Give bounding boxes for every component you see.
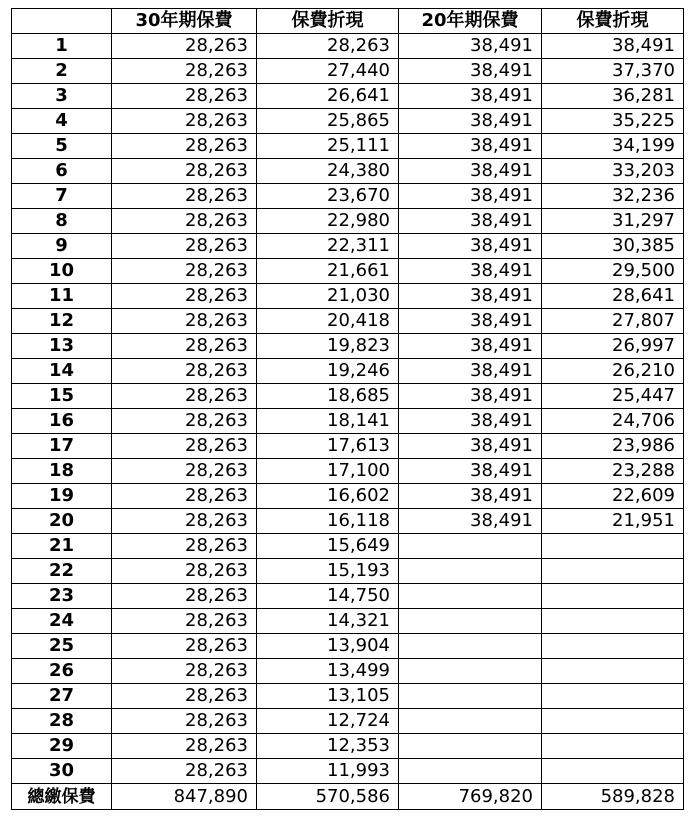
discounted-20yr-cell: 38,491 [542, 34, 684, 59]
table-row [12, 209, 684, 234]
year-cell: 30 [12, 759, 112, 784]
premium-30yr-cell: 28,263 [112, 609, 257, 634]
table-row [12, 184, 684, 209]
year-cell: 5 [12, 134, 112, 159]
discounted-30yr-cell: 11,993 [257, 759, 399, 784]
discounted-30yr-cell: 21,030 [257, 284, 399, 309]
premium-30yr-cell: 28,263 [112, 84, 257, 109]
premium-30yr-cell: 28,263 [112, 684, 257, 709]
premium-30yr-cell: 28,263 [112, 334, 257, 359]
premium-20yr-cell [399, 534, 542, 559]
premium-20yr-cell [399, 609, 542, 634]
table-footer [12, 784, 684, 810]
premium-30yr-cell: 28,263 [112, 134, 257, 159]
premium-30yr-cell: 28,263 [112, 359, 257, 384]
discounted-20yr-cell [542, 759, 684, 784]
discounted-30yr-cell: 21,661 [257, 259, 399, 284]
total-label: 總繳保費 [12, 784, 112, 810]
table-row [12, 759, 684, 784]
year-cell: 18 [12, 459, 112, 484]
premium-20yr-cell: 38,491 [399, 434, 542, 459]
premium-20yr-cell: 38,491 [399, 284, 542, 309]
premium-30yr-cell: 28,263 [112, 459, 257, 484]
table-row [12, 234, 684, 259]
total-20yr-premium: 769,820 [399, 784, 542, 810]
premium-20yr-cell [399, 684, 542, 709]
year-cell: 11 [12, 284, 112, 309]
premium-30yr-cell: 28,263 [112, 534, 257, 559]
table-row [12, 109, 684, 134]
premium-20yr-cell [399, 584, 542, 609]
discounted-20yr-cell: 24,706 [542, 409, 684, 434]
discounted-20yr-cell: 36,281 [542, 84, 684, 109]
discounted-20yr-cell [542, 534, 684, 559]
table-row [12, 59, 684, 84]
year-cell: 24 [12, 609, 112, 634]
discounted-20yr-cell: 21,951 [542, 509, 684, 534]
premium-30yr-cell: 28,263 [112, 209, 257, 234]
discounted-20yr-cell: 27,807 [542, 309, 684, 334]
premium-20yr-cell: 38,491 [399, 159, 542, 184]
year-cell: 14 [12, 359, 112, 384]
premium-30yr-cell: 28,263 [112, 309, 257, 334]
discounted-30yr-cell: 16,602 [257, 484, 399, 509]
table-row [12, 434, 684, 459]
table-row [12, 384, 684, 409]
discounted-20yr-cell: 34,199 [542, 134, 684, 159]
premium-20yr-cell [399, 659, 542, 684]
year-cell: 3 [12, 84, 112, 109]
table-row [12, 734, 684, 759]
discounted-20yr-cell: 37,370 [542, 59, 684, 84]
year-cell: 4 [12, 109, 112, 134]
discounted-30yr-cell: 20,418 [257, 309, 399, 334]
premium-20yr-cell: 38,491 [399, 409, 542, 434]
premium-30yr-cell: 28,263 [112, 34, 257, 59]
premium-20yr-cell: 38,491 [399, 309, 542, 334]
discounted-20yr-cell: 32,236 [542, 184, 684, 209]
year-cell: 9 [12, 234, 112, 259]
discounted-30yr-cell: 19,246 [257, 359, 399, 384]
premium-20yr-cell: 38,491 [399, 59, 542, 84]
table-row [12, 709, 684, 734]
premium-30yr-cell: 28,263 [112, 759, 257, 784]
premium-table-container [11, 8, 684, 810]
header-row [12, 9, 684, 34]
premium-30yr-cell: 28,263 [112, 259, 257, 284]
discounted-30yr-cell: 13,499 [257, 659, 399, 684]
table-row [12, 584, 684, 609]
discounted-20yr-cell: 23,986 [542, 434, 684, 459]
discounted-20yr-cell [542, 709, 684, 734]
header-30yr-premium: 30年期保費 [112, 9, 257, 34]
discounted-30yr-cell: 12,353 [257, 734, 399, 759]
year-cell: 29 [12, 734, 112, 759]
premium-20yr-cell [399, 759, 542, 784]
table-row [12, 359, 684, 384]
discounted-20yr-cell: 29,500 [542, 259, 684, 284]
table-row [12, 659, 684, 684]
year-cell: 6 [12, 159, 112, 184]
year-cell: 19 [12, 484, 112, 509]
discounted-30yr-cell: 14,321 [257, 609, 399, 634]
premium-30yr-cell: 28,263 [112, 709, 257, 734]
table-row [12, 609, 684, 634]
total-30yr-premium: 847,890 [112, 784, 257, 810]
total-row [12, 784, 684, 810]
premium-30yr-cell: 28,263 [112, 409, 257, 434]
discounted-30yr-cell: 14,750 [257, 584, 399, 609]
year-cell: 13 [12, 334, 112, 359]
table-row [12, 634, 684, 659]
discounted-20yr-cell: 22,609 [542, 484, 684, 509]
premium-30yr-cell: 28,263 [112, 184, 257, 209]
premium-30yr-cell: 28,263 [112, 734, 257, 759]
premium-20yr-cell: 38,491 [399, 259, 542, 284]
premium-20yr-cell: 38,491 [399, 334, 542, 359]
discounted-30yr-cell: 17,100 [257, 459, 399, 484]
year-cell: 25 [12, 634, 112, 659]
premium-discount-table [11, 8, 684, 810]
discounted-30yr-cell: 25,111 [257, 134, 399, 159]
premium-30yr-cell: 28,263 [112, 659, 257, 684]
discounted-30yr-cell: 12,724 [257, 709, 399, 734]
table-row [12, 259, 684, 284]
premium-30yr-cell: 28,263 [112, 509, 257, 534]
discounted-30yr-cell: 27,440 [257, 59, 399, 84]
header-20yr-premium: 20年期保費 [399, 9, 542, 34]
discounted-30yr-cell: 17,613 [257, 434, 399, 459]
premium-20yr-cell: 38,491 [399, 109, 542, 134]
table-row [12, 284, 684, 309]
premium-20yr-cell: 38,491 [399, 234, 542, 259]
total-30yr-discounted: 570,586 [257, 784, 399, 810]
year-cell: 2 [12, 59, 112, 84]
premium-20yr-cell [399, 734, 542, 759]
premium-20yr-cell: 38,491 [399, 384, 542, 409]
discounted-30yr-cell: 18,141 [257, 409, 399, 434]
discounted-20yr-cell: 33,203 [542, 159, 684, 184]
year-cell: 23 [12, 584, 112, 609]
premium-30yr-cell: 28,263 [112, 634, 257, 659]
premium-30yr-cell: 28,263 [112, 434, 257, 459]
table-row [12, 484, 684, 509]
premium-20yr-cell: 38,491 [399, 484, 542, 509]
discounted-20yr-cell: 25,447 [542, 384, 684, 409]
header-20yr-discounted: 保費折現 [542, 9, 684, 34]
table-row [12, 559, 684, 584]
premium-30yr-cell: 28,263 [112, 109, 257, 134]
discounted-20yr-cell: 26,210 [542, 359, 684, 384]
table-row [12, 334, 684, 359]
discounted-20yr-cell: 28,641 [542, 284, 684, 309]
premium-20yr-cell: 38,491 [399, 184, 542, 209]
premium-30yr-cell: 28,263 [112, 234, 257, 259]
premium-30yr-cell: 28,263 [112, 59, 257, 84]
discounted-30yr-cell: 16,118 [257, 509, 399, 534]
discounted-30yr-cell: 13,904 [257, 634, 399, 659]
premium-20yr-cell: 38,491 [399, 359, 542, 384]
discounted-30yr-cell: 24,380 [257, 159, 399, 184]
table-body [12, 34, 684, 784]
discounted-30yr-cell: 22,311 [257, 234, 399, 259]
discounted-20yr-cell [542, 659, 684, 684]
header-30yr-discounted: 保費折現 [257, 9, 399, 34]
year-cell: 8 [12, 209, 112, 234]
premium-20yr-cell: 38,491 [399, 209, 542, 234]
year-cell: 27 [12, 684, 112, 709]
year-cell: 7 [12, 184, 112, 209]
discounted-20yr-cell: 26,997 [542, 334, 684, 359]
premium-20yr-cell: 38,491 [399, 34, 542, 59]
year-cell: 15 [12, 384, 112, 409]
year-cell: 26 [12, 659, 112, 684]
year-cell: 12 [12, 309, 112, 334]
table-row [12, 84, 684, 109]
premium-20yr-cell [399, 559, 542, 584]
table-row [12, 34, 684, 59]
year-cell: 21 [12, 534, 112, 559]
discounted-30yr-cell: 13,105 [257, 684, 399, 709]
premium-30yr-cell: 28,263 [112, 159, 257, 184]
discounted-30yr-cell: 15,649 [257, 534, 399, 559]
discounted-30yr-cell: 26,641 [257, 84, 399, 109]
premium-30yr-cell: 28,263 [112, 584, 257, 609]
discounted-20yr-cell [542, 634, 684, 659]
premium-20yr-cell: 38,491 [399, 134, 542, 159]
discounted-20yr-cell: 30,385 [542, 234, 684, 259]
discounted-20yr-cell [542, 559, 684, 584]
premium-20yr-cell: 38,491 [399, 84, 542, 109]
year-cell: 10 [12, 259, 112, 284]
table-row [12, 459, 684, 484]
discounted-30yr-cell: 23,670 [257, 184, 399, 209]
discounted-20yr-cell [542, 684, 684, 709]
premium-20yr-cell [399, 709, 542, 734]
premium-20yr-cell: 38,491 [399, 459, 542, 484]
table-row [12, 534, 684, 559]
premium-30yr-cell: 28,263 [112, 284, 257, 309]
header-year [12, 9, 112, 34]
discounted-30yr-cell: 22,980 [257, 209, 399, 234]
table-row [12, 684, 684, 709]
year-cell: 16 [12, 409, 112, 434]
table-row [12, 134, 684, 159]
year-cell: 17 [12, 434, 112, 459]
discounted-30yr-cell: 28,263 [257, 34, 399, 59]
premium-30yr-cell: 28,263 [112, 484, 257, 509]
premium-30yr-cell: 28,263 [112, 384, 257, 409]
table-header [12, 9, 684, 34]
discounted-20yr-cell [542, 584, 684, 609]
table-row [12, 309, 684, 334]
discounted-30yr-cell: 25,865 [257, 109, 399, 134]
total-20yr-discounted: 589,828 [542, 784, 684, 810]
year-cell: 22 [12, 559, 112, 584]
discounted-20yr-cell [542, 734, 684, 759]
discounted-20yr-cell: 31,297 [542, 209, 684, 234]
discounted-30yr-cell: 19,823 [257, 334, 399, 359]
premium-20yr-cell [399, 634, 542, 659]
table-row [12, 409, 684, 434]
table-row [12, 509, 684, 534]
premium-30yr-cell: 28,263 [112, 559, 257, 584]
discounted-20yr-cell [542, 609, 684, 634]
discounted-20yr-cell: 35,225 [542, 109, 684, 134]
year-cell: 28 [12, 709, 112, 734]
discounted-30yr-cell: 15,193 [257, 559, 399, 584]
premium-20yr-cell: 38,491 [399, 509, 542, 534]
discounted-20yr-cell: 23,288 [542, 459, 684, 484]
table-row [12, 159, 684, 184]
discounted-30yr-cell: 18,685 [257, 384, 399, 409]
year-cell: 1 [12, 34, 112, 59]
year-cell: 20 [12, 509, 112, 534]
